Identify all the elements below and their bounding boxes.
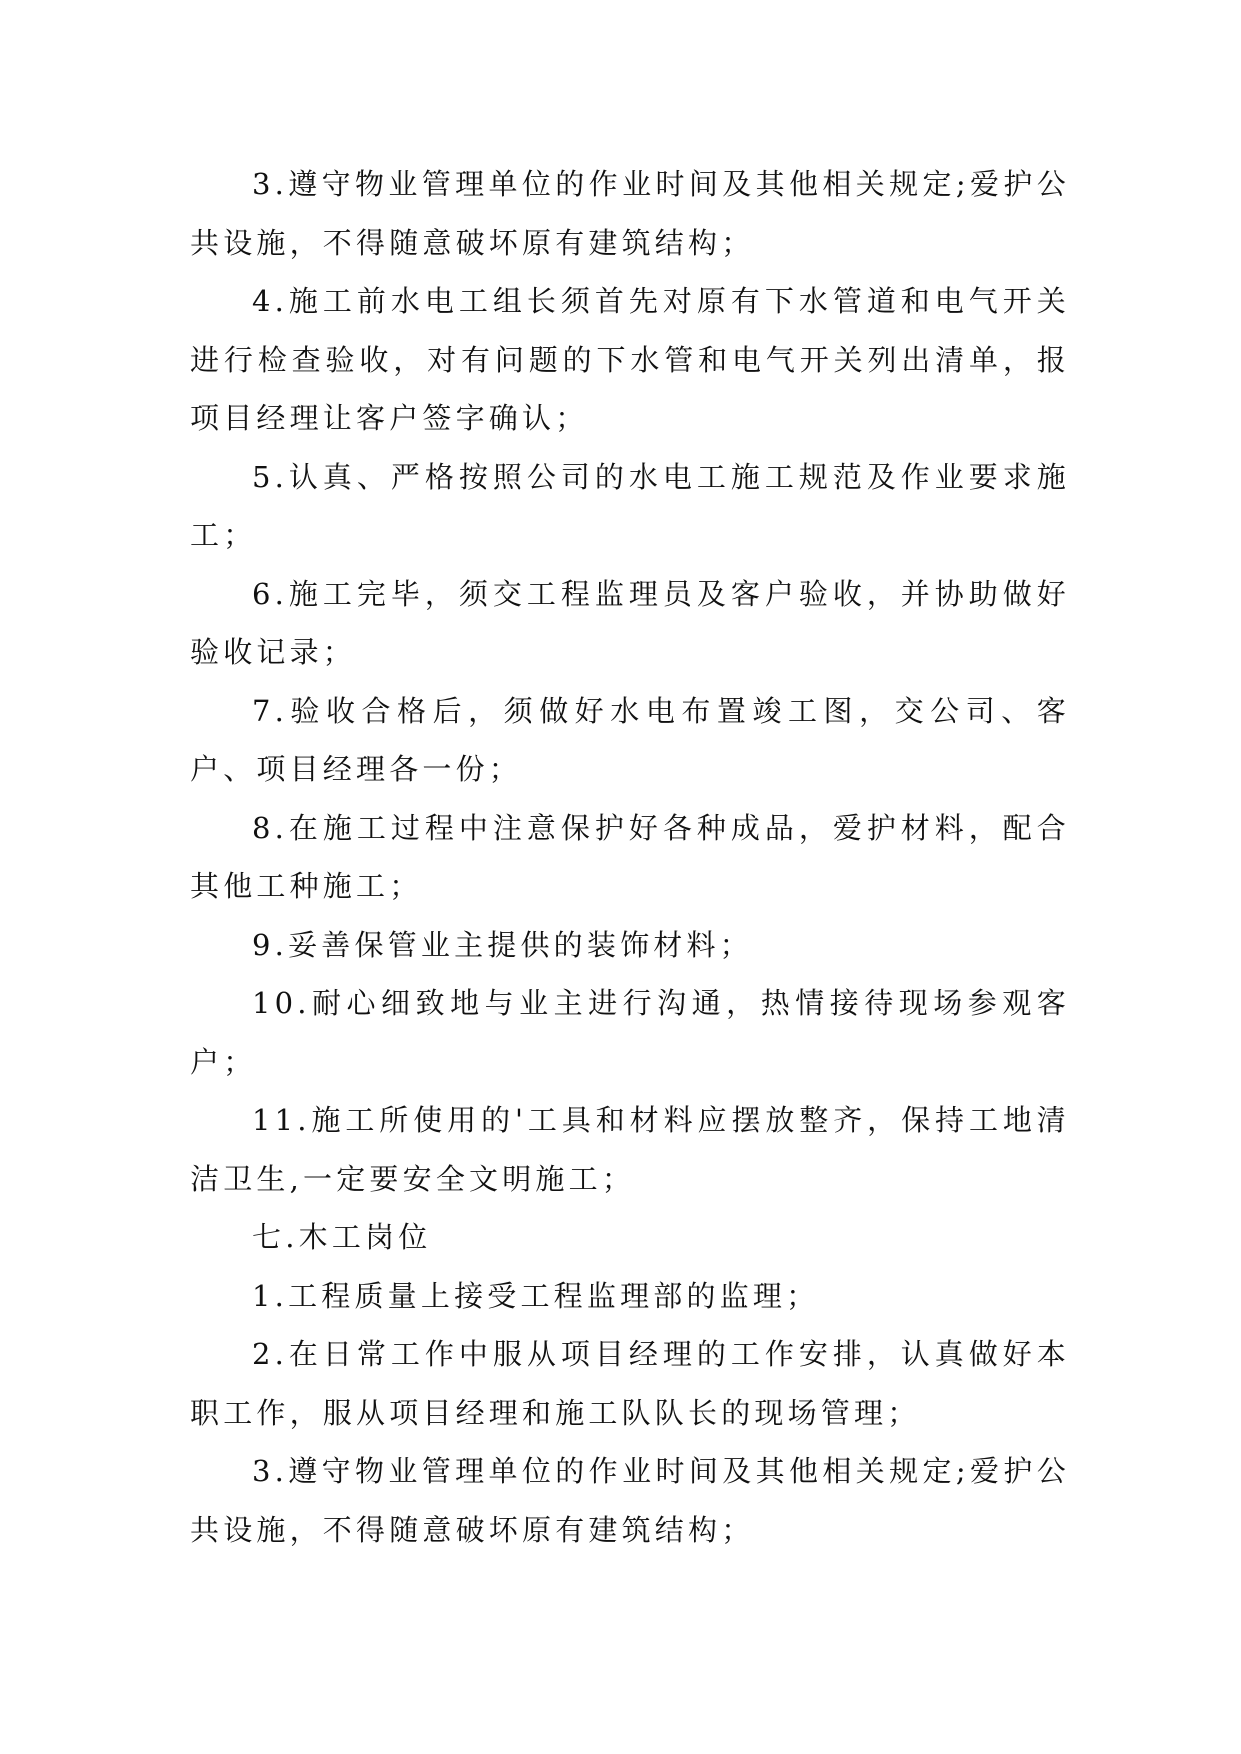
paragraph-carpenter-rule-2: 2.在日常工作中服从项目经理的工作安排，认真做好本职工作，服从项目经理和施工队队长的现场管理； bbox=[190, 1337, 1070, 1430]
paragraph-rule-9: 9.妥善保管业主提供的装饰材料； bbox=[252, 927, 753, 962]
paragraph-rule-8: 8.在施工过程中注意保护好各种成品，爱护材料，配合其他工种施工； bbox=[190, 810, 1070, 903]
paragraph-rule-3: 3.遵守物业管理单位的作业时间及其他相关规定;爱护公共设施，不得随意破坏原有建筑结构； bbox=[190, 167, 1070, 260]
paragraph-rule-11: 11.施工所使用的'工具和材料应摆放整齐，保持工地清洁卫生,一定要安全文明施工； bbox=[190, 1103, 1070, 1196]
document-page bbox=[190, 155, 1070, 1559]
paragraph-carpenter-rule-3: 3.遵守物业管理单位的作业时间及其他相关规定;爱护公共设施，不得随意破坏原有建筑结构； bbox=[190, 1454, 1070, 1547]
section-heading-carpenter: 七.木工岗位 bbox=[252, 1220, 432, 1254]
paragraph-rule-10: 10.耐心细致地与业主进行沟通，热情接待现场参观客户； bbox=[190, 986, 1070, 1079]
paragraph-rule-6: 6.施工完毕，须交工程监理员及客户验收，并协助做好验收记录； bbox=[190, 576, 1070, 669]
paragraph-rule-5: 5.认真、严格按照公司的水电工施工规范及作业要求施工； bbox=[190, 459, 1070, 552]
paragraph-carpenter-rule-1: 1.工程质量上接受工程监理部的监理； bbox=[252, 1278, 820, 1313]
paragraph-rule-4: 4.施工前水电工组长须首先对原有下水管道和电气开关进行检查验收，对有问题的下水管和电气开关列出清单，报项目经理让客户签字确认； bbox=[190, 284, 1070, 435]
paragraph-rule-7: 7.验收合格后，须做好水电布置竣工图，交公司、客户、项目经理各一份； bbox=[190, 693, 1070, 786]
